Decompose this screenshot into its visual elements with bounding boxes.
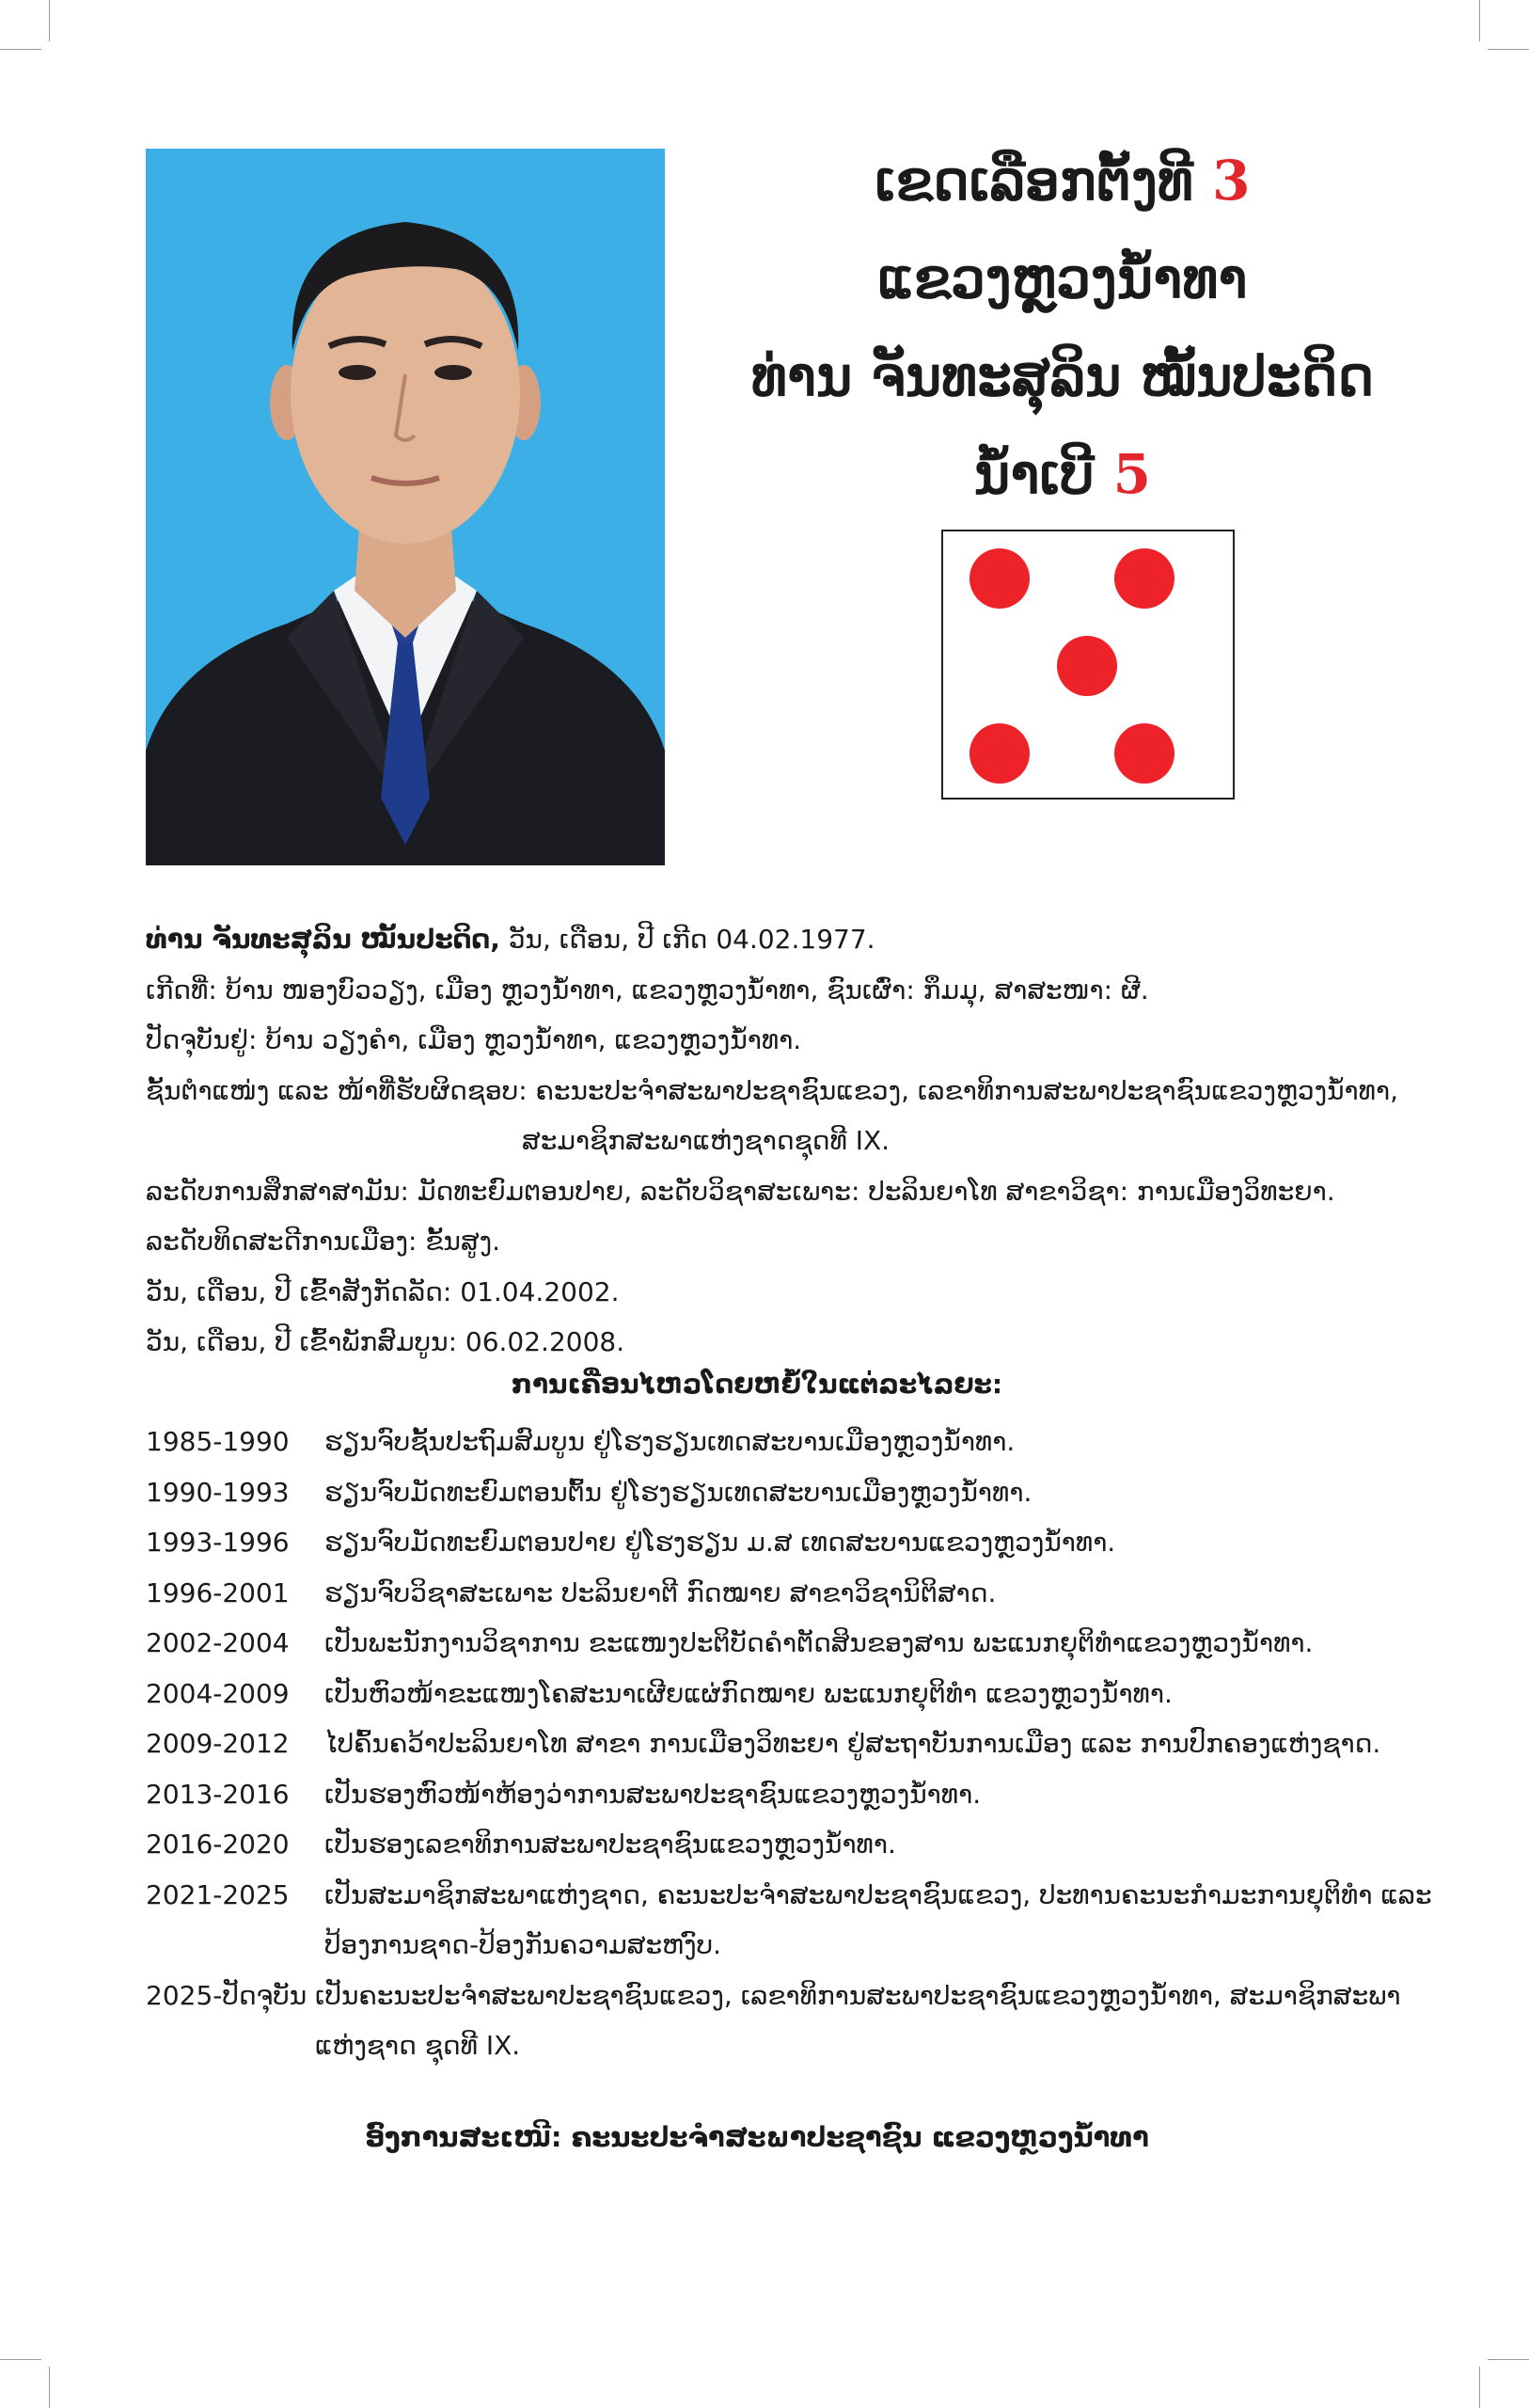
timeline-item: [146, 1669, 1462, 1719]
timeline-item: [146, 1769, 1462, 1820]
candidate-name-title: ທ່ານ ຈັນທະສຸລິນ ໝັ້ນປະດິດ: [750, 344, 1375, 408]
timeline-years: 2013-2016: [146, 1778, 290, 1810]
timeline-item: [146, 1517, 1462, 1568]
crop-mark: [1479, 2367, 1480, 2408]
timeline-text: ໄປຄົ້ນຄວ້າປະລິນຍາໂທ ສາຂາ ການເມືອງວິທະຍາ ຢູ່ສະຖາບັນການເມືອງ ແລະ ການປົກຄອງແຫ່ງຊາດ.: [324, 1728, 1381, 1759]
timeline-item: [146, 1971, 1462, 2071]
electoral-district-label: ເຂດເລືອກຕັ້ງທີ: [875, 149, 1213, 213]
education: ລະດັບການສຶກສາສາມັນ: ມັດທະຍົມຕອນປາຍ, ລະດັບວິຊາສະເພາະ: ປະລິນຍາໂທ ສາຂາວິຊາ: ການເມືອງວິທະຍາ.: [146, 1175, 1335, 1207]
state-service-date: ວັນ, ເດືອນ, ປີ ເຂົ້າສັງກັດລັດ: 01.04.2002.: [146, 1275, 620, 1307]
timeline-years: 2025-ປັດຈຸບັນ: [146, 1979, 307, 2011]
timeline-text: ເປັນສະມາຊິກສະພາແຫ່ງຊາດ, ຄະນະປະຈຳສະພາປະຊາຊົນແຂວງ, ປະທານຄະນະກຳມະການຍຸຕິທຳ ແລະ ປ້ອງການຊາດ-ປ້ອງກັນຄວາມສະຫງົບ.: [324, 1878, 1432, 1960]
candidate-photo: [146, 149, 665, 865]
bio-name-row: [146, 914, 1462, 965]
die-dot: [1057, 636, 1117, 696]
heading: [677, 132, 1448, 523]
timeline-text: ເປັນຄະນະປະຈຳສະພາປະຊາຊົນແຂວງ, ເລຂາທິການສະພາປະຊາຊົນແຂວງຫຼວງນ້ຳທາ, ສະມາຊິກສະພາແຫ່ງຊາດ ຊຸດທີ IX.: [315, 1979, 1401, 2061]
die-dot: [969, 723, 1030, 784]
timeline-years: 1985-1990: [146, 1426, 290, 1457]
timeline-item: [146, 1618, 1462, 1669]
crop-mark: [1488, 2359, 1529, 2360]
timeline-item: [146, 1870, 1462, 1971]
crop-mark: [49, 0, 50, 41]
timeline-years: 1996-2001: [146, 1576, 290, 1608]
crop-mark: [1479, 0, 1480, 41]
timeline-item: [146, 1719, 1462, 1769]
position: ຊັ້ນຕຳແໜ່ງ ແລະ ໜ້າທີ່ຮັບຜິດຊອບ: ຄະນະປະຈຳສະພາປະຊາຊົນແຂວງ, ເລຂາທິການສະພາປະຊາຊົນແຂວງຫຼວງນ້ຳທາ,: [146, 1074, 1398, 1106]
timeline-text: ຮຽນຈົບວິຊາສະເພາະ ປະລິນຍາຕີ ກົດໝາຍ ສາຂາວິຊານິຕິສາດ.: [324, 1576, 997, 1608]
timeline-text: ເປັນຮອງເລຂາທິການສະພາປະຊາຊົນແຂວງຫຼວງນ້ຳທາ.: [324, 1829, 896, 1860]
ballot-number-die: [941, 530, 1235, 800]
timeline-years: 2009-2012: [146, 1728, 290, 1759]
timeline-years: 2021-2025: [146, 1878, 290, 1910]
timeline-years: 2002-2004: [146, 1627, 290, 1658]
timeline-item: [146, 1417, 1462, 1467]
electoral-district-number: 3: [1212, 149, 1251, 213]
ballot-number-label: ນ້ຳເບີ: [973, 442, 1113, 506]
timeline-item: [146, 1819, 1462, 1870]
biography: [146, 914, 1462, 1368]
nominating-organization: ອົງການສະເໜີ: ຄະນະປະຈຳສະພາປະຊາຊົນ ແຂວງຫຼວງນ້ຳທາ: [365, 2121, 1149, 2153]
portrait-illustration: [146, 149, 665, 865]
timeline-text: ຮຽນຈົບມັດທະຍົມຕອນປາຍ ຢູ່ໂຮງຮຽນ ມ.ສ ເທດສະບານແຂວງຫຼວງນ້ຳທາ.: [324, 1527, 1116, 1558]
crop-mark: [1488, 49, 1529, 50]
timeline-years: 1993-1996: [146, 1527, 290, 1558]
timeline-text: ຮຽນຈົບຊັ້ນປະຖົມສົມບູນ ຢູ່ໂຮງຮຽນເທດສະບານເມືອງຫຼວງນ້ຳທາ.: [324, 1426, 1016, 1457]
ballot-number-title: [677, 425, 1448, 523]
career-timeline: [146, 1417, 1462, 2071]
political-theory-level: ລະດັບທິດສະດີການເມືອງ: ຂັ້ນສູງ.: [146, 1226, 501, 1257]
timeline-text: ເປັນຫົວໜ້າຂະແໜງໂຄສະນາເຜີຍແຜ່ກົດໝາຍ ພະແນກຍຸຕິທຳ ແຂວງຫຼວງນ້ຳທາ.: [324, 1677, 1173, 1709]
timeline-item: [146, 1568, 1462, 1619]
timeline-years: 2004-2009: [146, 1677, 290, 1709]
province-title: ແຂວງຫຼວງນ້ຳທາ: [877, 246, 1248, 310]
timeline-text: ເປັນຮອງຫົວໜ້າຫ້ອງວ່າການສະພາປະຊາຊົນແຂວງຫຼວງນ້ຳທາ.: [324, 1778, 982, 1810]
timeline-title: ການເຄື່ອນໄຫວໂດຍຫຍໍ້ໃນແຕ່ລະໄລຍະ:: [511, 1369, 1003, 1400]
birthplace: ເກີດທີ່: ບ້ານ ໜອງບົວວຽງ, ເມືອງ ຫຼວງນ້ຳທາ, ແຂວງຫຼວງນ້ຳທາ, ຊົນເຜົ່າ: ກຶມມຸ, ສາສະໜາ: ຜີ.: [146, 974, 1149, 1006]
crop-mark: [0, 2359, 41, 2360]
timeline-years: 2016-2020: [146, 1829, 290, 1860]
die-dot: [969, 548, 1030, 609]
timeline-text: ຮຽນຈົບມັດທະຍົມຕອນຕົ້ນ ຢູ່ໂຮງຮຽນເທດສະບານເມືອງຫຼວງນ້ຳທາ.: [324, 1476, 1032, 1508]
timeline-item: [146, 1467, 1462, 1518]
residence: ປັດຈຸບັນຢູ່: ບ້ານ ວຽງຄຳ, ເມືອງ ຫຼວງນ້ຳທາ, ແຂວງຫຼວງນ້ຳທາ.: [146, 1024, 802, 1055]
position-continued: ສະມາຊິກສະພາແຫ່ງຊາດຊຸດທີ IX.: [522, 1125, 891, 1156]
ballot-number-value: 5: [1112, 442, 1152, 506]
die-dot: [1114, 723, 1174, 784]
birth-date: ວັນ, ເດືອນ, ປີ ເກີດ 04.02.1977.: [499, 924, 875, 955]
timeline-years: 1990-1993: [146, 1476, 290, 1508]
timeline-text: ເປັນພະນັກງານວິຊາການ ຂະແໜງປະຕິບັດຄຳຕັດສິນຂອງສານ ພະແນກຍຸຕິທຳແຂວງຫຼວງນ້ຳທາ.: [324, 1627, 1314, 1658]
die-dot: [1114, 548, 1174, 609]
crop-mark: [49, 2367, 50, 2408]
candidate-name: ທ່ານ ຈັນທະສຸລິນ ໝັ້ນປະດິດ,: [146, 924, 500, 955]
electoral-district-title: [677, 132, 1448, 230]
crop-mark: [0, 49, 41, 50]
party-membership-date: ວັນ, ເດືອນ, ປີ ເຂົ້າພັກສົມບູນ: 06.02.2008.: [146, 1326, 625, 1357]
